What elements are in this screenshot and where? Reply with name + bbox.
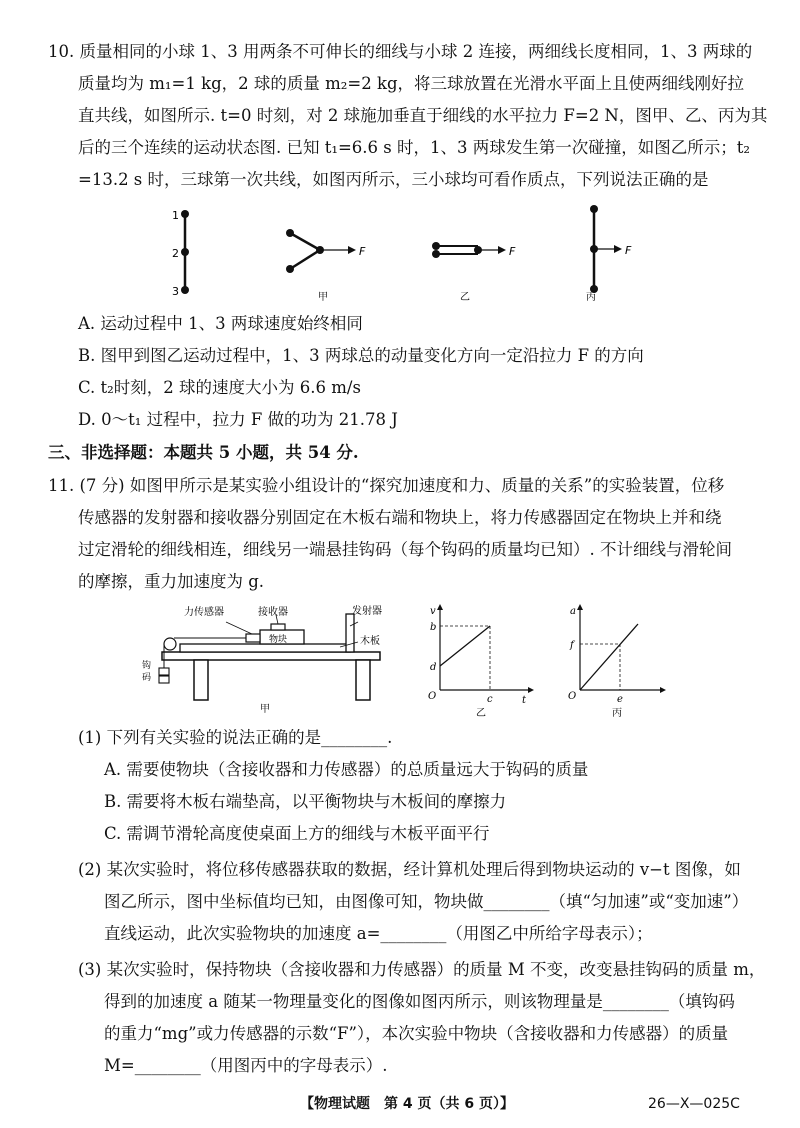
board-label: 木板 <box>360 636 380 647</box>
q10-figure <box>160 200 640 312</box>
apparatus-svg <box>140 600 390 718</box>
q11-sub1-option-b: B. 需要将木板右端垫高，以平衡物块与木板间的摩擦力 <box>104 792 507 811</box>
q11-sub3-line-3: 的重力“mg”或力传感器的示数“F”），本次实验中物块（含接收器和力传感器）的质量 <box>104 1024 729 1043</box>
section-3-heading: 三、非选择题：本题共 5 小题，共 54 分. <box>48 443 359 462</box>
q11-sub2-line-2: 图乙所示，图中坐标值均已知，由图像可知，物块做________（填“匀加速”或“变加速”） <box>104 892 749 911</box>
force-label-bing: F <box>625 244 632 257</box>
receiver-label: 接收器 <box>258 607 288 618</box>
q11-apparatus-figure <box>140 600 390 718</box>
graph-bing-svg <box>560 602 668 720</box>
page-footer-code: 26—X—025C <box>648 1096 740 1112</box>
q11-sub2-line-3: 直线运动，此次实验物块的加速度 a=________（用图乙中所给字母表示）； <box>104 924 653 943</box>
q11-line-4: 的摩擦，重力加速度为 g. <box>78 572 265 591</box>
q11-sub2-line-1: (2) 某次实验时，将位移传感器获取的数据，经计算机处理后得到物块运动的 v−t 图像，如 <box>78 860 741 879</box>
q10-line-3: 直共线，如图所示. t=0 时刻，对 2 球施加垂直于细线的水平拉力 F=2 N，图甲、乙、丙为其 <box>78 106 768 125</box>
yi-d-label: d <box>430 662 437 673</box>
ball-1-label: 1 <box>172 209 179 222</box>
q11-sub1-stem: (1) 下列有关实验的说法正确的是________. <box>78 728 393 747</box>
q11-sub3-line-1: (3) 某次实验时，保持物块（含接收器和力传感器）的质量 M 不变，改变悬挂钩码的质量 m， <box>78 960 766 979</box>
weights-label-2: 码 <box>142 673 152 683</box>
yi-origin-label: O <box>428 691 437 702</box>
weights-label-1: 钩 <box>142 661 152 671</box>
block-label: 物块 <box>269 635 288 645</box>
q10-option-c: C. t₂时刻，2 球的速度大小为 6.6 m/s <box>78 378 361 397</box>
force-sensor-label: 力传感器 <box>184 607 224 618</box>
force-label-yi: F <box>509 245 516 258</box>
q10-option-d: D. 0～t₁ 过程中，拉力 F 做的功为 21.78 J <box>78 410 398 429</box>
q11-graph-yi <box>420 602 538 720</box>
q10-line-2: 质量均为 m₁=1 kg，2 球的质量 m₂=2 kg，将三球放置在光滑水平面上且使两细线刚好拉 <box>78 74 745 93</box>
caption-yi: 乙 <box>460 292 470 303</box>
caption-jia: 甲 <box>318 292 328 303</box>
state-jia <box>286 229 366 303</box>
q11-graph-bing <box>560 602 668 720</box>
q11-line-1: 11. (7 分) 如图甲所示是某实验小组设计的“探究加速度和力、质量的关系”的实验装置，位移 <box>48 476 725 495</box>
q10-line-1: 10. 质量相同的小球 1、3 用两条不可伸长的细线与小球 2 连接，两细线长度相同，1、3 两球的 <box>48 42 753 61</box>
q11-sub1-option-a: A. 需要使物块（含接收器和力传感器）的总质量远大于钩码的质量 <box>104 760 589 779</box>
emitter-label: 发射器 <box>352 606 382 617</box>
q11-line-3: 过定滑轮的细线相连，细线另一端悬挂钩码（每个钩码的质量均已知）. 不计细线与滑轮间 <box>78 540 732 559</box>
yi-caption: 乙 <box>476 708 486 719</box>
bing-y-axis-label: a <box>570 606 576 617</box>
ball-3-label: 3 <box>172 285 179 298</box>
q11-sub3-line-4: M=________（用图丙中的字母表示）. <box>104 1056 388 1075</box>
caption-bing: 丙 <box>586 292 596 303</box>
force-label-jia: F <box>359 245 366 258</box>
q11-sub3-line-2: 得到的加速度 a 随某一物理量变化的图像如图丙所示，则该物理量是________（填钩码 <box>104 992 735 1011</box>
state-bing <box>586 205 632 303</box>
bing-caption: 丙 <box>612 708 622 719</box>
q11-sub1-option-c: C. 需调节滑轮高度使桌面上方的细线与木板平面平行 <box>104 824 490 843</box>
bing-origin-label: O <box>568 691 577 702</box>
q10-line-5: =13.2 s 时，三球第一次共线，如图丙所示，三小球均可看作质点，下列说法正确的是 <box>78 170 709 189</box>
graph-yi-svg <box>420 602 538 720</box>
state-yi <box>432 242 516 303</box>
q10-line-4: 后的三个连续的运动状态图. 已知 t₁=6.6 s 时，1、3 两球发生第一次碰撞，如图乙所示；t₂ <box>78 138 750 157</box>
q11-line-2: 传感器的发射器和接收器分别固定在木板右端和物块上，将力传感器固定在物块上并和绕 <box>78 508 722 527</box>
ball-2-label: 2 <box>172 247 179 260</box>
yi-b-label: b <box>430 622 437 633</box>
initial-state <box>172 209 189 298</box>
q10-option-b: B. 图甲到图乙运动过程中，1、3 两球总的动量变化方向一定沿拉力 F 的方向 <box>78 346 644 365</box>
bing-e-label: e <box>617 694 623 705</box>
yi-x-axis-label: t <box>522 695 527 706</box>
q10-figure-svg <box>160 200 640 312</box>
caption-apparatus: 甲 <box>260 704 270 715</box>
q10-option-a: A. 运动过程中 1、3 两球速度始终相同 <box>78 314 363 333</box>
page-footer-title: 【物理试题 第 4 页（共 6 页）】 <box>300 1096 514 1112</box>
yi-y-axis-label: v <box>430 606 436 617</box>
bing-f-label: f <box>570 640 574 651</box>
yi-c-label: c <box>487 694 493 705</box>
